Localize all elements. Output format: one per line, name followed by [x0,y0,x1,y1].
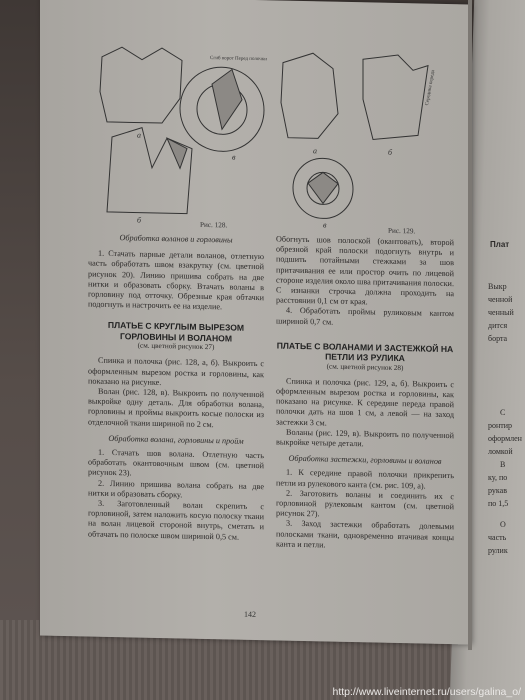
right-page-fragment: по 1,5 [488,499,509,508]
paragraph: 3. Заготовленный волан скрепить с горловиной, затем наложить косую полоску ткани на волан лицевой стороной внутрь, сметать и обтачать по полоске швом шириной 0,5 см. [88,498,264,542]
paragraph: 3. Заход застежки обработать долевыми полосками ткани, одновременно втачивая концы канта и петли. [276,519,454,550]
paragraph: Волан (рис. 128, в). Выкроить по полученной выкройке одну деталь. Для обработки волана, горловины и проймы выкроить косые полоски из отделочной ткани шириной по 2 см. [88,386,264,429]
figure-129-caption: Рис. 129. [388,226,416,236]
right-page-fragment: Выкр [488,282,507,291]
section-title-volans-neckline: Обработка воланов и горловины [119,233,233,245]
right-page-fragment: оформлен [488,434,522,443]
page-number: 142 [244,609,256,620]
fig128-note: Сгиб ворот Перед полочки [210,56,267,63]
fig128-label-a: а [137,130,141,140]
heading-round-neck-dress: ПЛАТЬЕ С КРУГЛЫМ ВЫРЕЗОМ ГОРЛОВИНЫ И ВОЛАНОМ [107,320,245,344]
watermark-url: http://www.liveinternet.ru/users/galina_o/ [332,686,521,698]
right-page-fragment: В [500,460,506,469]
paragraph: 2. Заготовить воланы и соединить их с горловиной рулековым кантом (см. цветной рисунок 27). [276,488,454,519]
fig128-label-b: б [137,215,142,225]
right-page-fragment: борта [488,334,508,343]
book-spine-shadow [468,0,472,650]
paragraph: 2. Линию пришива волана собрать на две нитки и образовать сборку. [88,478,264,500]
paragraph: 1. К середине правой полочки прикрепить петли из рулекового канта (см. рис. 109, а). [276,468,454,491]
paragraph: Спинка и полочка (рис. 128, а, б). Выкроить с оформленным вырезом ростка и горловины, как показано на рисунке. [88,356,264,387]
paragraph: 1. Стачать шов волана. Отлетную часть обработать окантовочным швом (см. цветной рисунок 23). [88,447,264,478]
book-page [40,0,470,645]
right-page-fragment: ломкой [488,447,513,456]
right-page-fragment: С [500,408,506,417]
figure-128-caption: Рис. 128. [200,220,228,230]
right-page-fragment: дится [488,321,508,330]
heading-volans-loop-dress: ПЛАТЬЕ С ВОЛАНАМИ И ЗАСТЕЖКОЙ НА ПЕТЛИ ИЗ РУЛИКА [276,340,454,364]
fig129-note: Середина переда [425,69,437,107]
fig129-label-b: б [388,147,393,157]
paragraph: 4. Обработать проймы руликовым кантом шириной 0,7 см. [276,306,454,327]
paragraph: Обогнуть шов полоской (окантовать), второй обрезной край полоски подогнуть внутрь и подшить потайными стежками за шов притачивания ее или простор очить по лицевой стороне изделия около шва притачивания полоски. С изнанки строчка должна проходить на расстоянии 0,1 см от края. [276,234,454,307]
right-page-fragment: рулик [488,546,508,555]
left-column [88,233,264,544]
right-page-fragment: Плат [490,240,510,249]
paragraph: 1. Стачать парные детали воланов, отлетную часть обработать швом взакрутку (см. цветной рисунок 20). Линию пришива собрать на две нитки и образовать сборку. Втачать воланы в горловину под отточку. Обрезные края обтачки подогнуть и настрочить ее на изделие. [88,248,264,312]
right-column [276,234,454,553]
paragraph: Воланы (рис. 129, в). Выкроить по полученной выкройке четыре детали. [276,427,454,449]
right-page-fragment: ченной [488,295,513,304]
right-page-fragment: О [500,520,506,529]
right-page-fragment: ченный [488,308,514,317]
paragraph: Спинка и полочка (рис. 129, а, б). Выкроить с оформленным вырезом ростка и горловины, как показано на рисунке. К середине переда правой полочки дать на шов 1 см, а левой — на заход застежки 3 см. [276,376,454,428]
fig128-label-c: в [232,152,236,162]
heading-subtitle: (см. цветной рисунок 27) [137,341,215,352]
section-title-fastener: Обработка застежки, горловины и воланов [288,453,442,467]
heading-subtitle: (см. цветной рисунок 28) [326,362,404,372]
figure-129-pattern-diagram [278,42,453,236]
section-title-volan-neckline-armholes: Обработка волана, горловины и пройм [108,433,244,446]
right-page-fragment: рукав [488,486,507,495]
right-page-fragment: ку, по [488,473,508,482]
figure-128-pattern-diagram [92,37,272,231]
right-page-fragment: ронтир [488,421,513,430]
fig129-label-c: в [323,220,327,230]
fig129-label-a: а [313,146,317,156]
right-page-fragment: часть [488,533,507,542]
